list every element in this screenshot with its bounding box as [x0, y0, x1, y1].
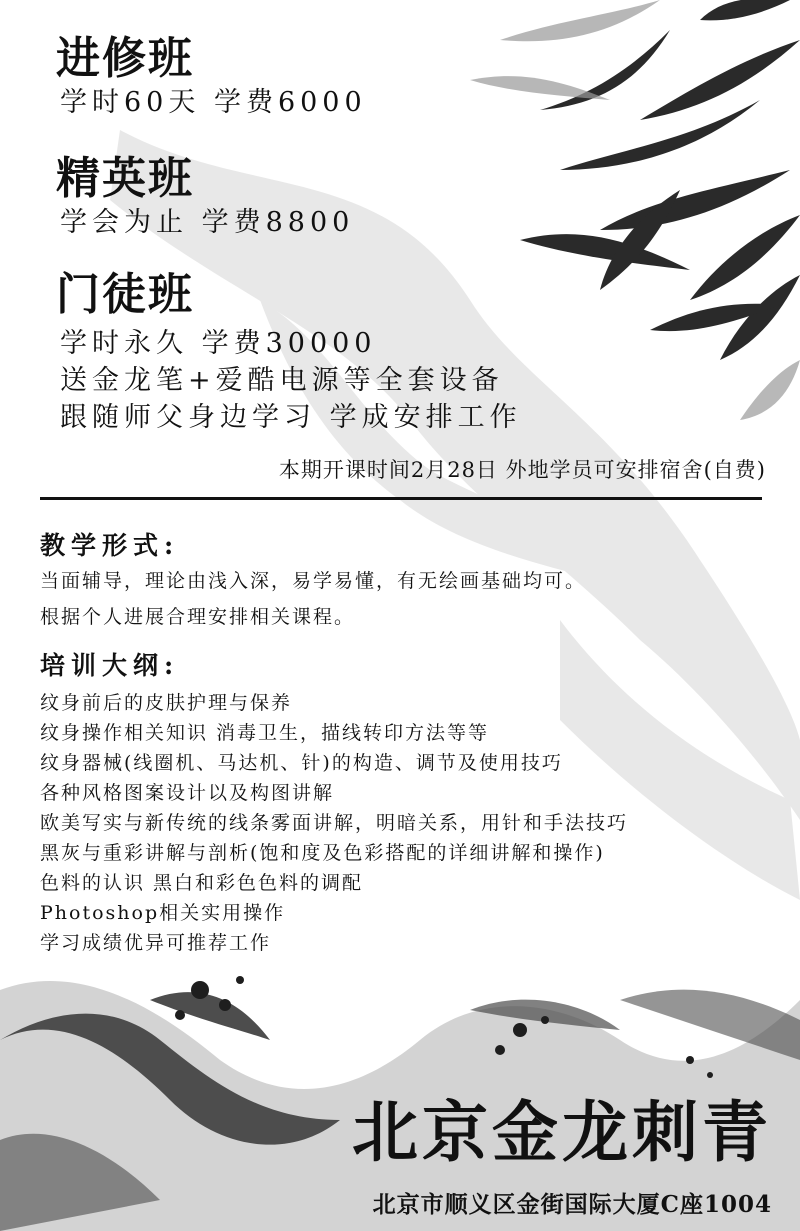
course-detail: 送金龙笔+爱酷电源等全套设备 [60, 365, 504, 396]
course-detail: 学时60天 学费6000 [60, 87, 367, 118]
list-item: 纹身器械(线圈机、马达机、针)的构造、调节及使用技巧 [40, 752, 563, 774]
divider [40, 497, 762, 500]
course-detail: 跟随师父身边学习 学成安排工作 [60, 402, 522, 433]
list-item: 纹身操作相关知识 消毒卫生，描线转印方法等等 [40, 722, 490, 744]
syllabus-list [40, 688, 628, 958]
section-title: 培训大纲: [40, 651, 180, 680]
class-start-notice: 本期开课时间2月28日 外地学员可安排宿舍(自费) [278, 458, 766, 482]
course-detail: 学会为止 学费8800 [60, 207, 355, 238]
course-detail: 学时永久 学费30000 [60, 328, 377, 359]
list-item: 各种风格图案设计以及构图讲解 [40, 782, 335, 804]
list-item: 纹身前后的皮肤护理与保养 [40, 692, 293, 714]
address: 北京市顺义区金街国际大厦C座1004 [372, 1191, 772, 1218]
bamboo-leaves [520, 0, 800, 360]
course-title: 精英班 [56, 153, 194, 204]
course-title: 门徒班 [56, 269, 194, 320]
teaching-line: 根据个人进展合理安排相关课程。 [40, 606, 356, 628]
section-title: 教学形式: [40, 531, 180, 560]
teaching-line: 当面辅导，理论由浅入深，易学易懂，有无绘画基础均可。 [40, 570, 587, 592]
brand-name: 北京金龙刺青 [352, 1093, 772, 1171]
list-item: Photoshop相关实用操作 [40, 902, 286, 924]
course-title: 进修班 [56, 33, 194, 84]
list-item: 色料的认识 黑白和彩色色料的调配 [40, 872, 364, 894]
list-item: 黑灰与重彩讲解与剖析(饱和度及色彩搭配的详细讲解和操作) [40, 842, 605, 864]
list-item: 学习成绩优异可推荐工作 [40, 932, 272, 954]
list-item: 欧美写实与新传统的线条雾面讲解，明暗关系，用针和手法技巧 [40, 812, 629, 834]
